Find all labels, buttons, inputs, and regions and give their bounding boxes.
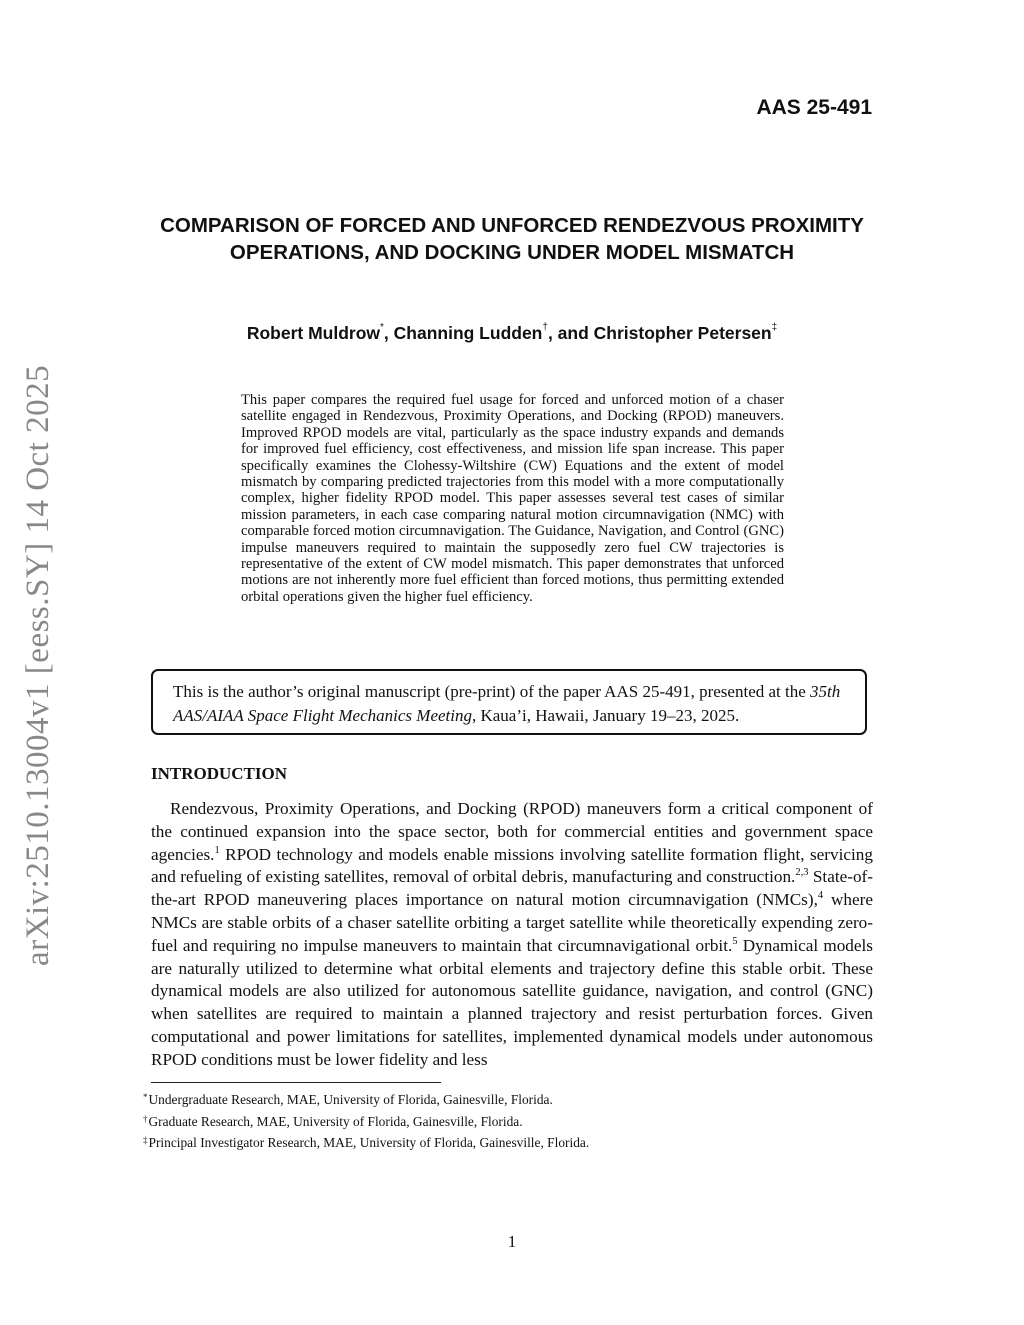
preprint-notice-box (151, 669, 867, 735)
arxiv-identifier-stamp: arXiv:2510.13004v1 [eess.SY] 14 Oct 2025 (20, 364, 56, 966)
conference-name: 35th AAS/AIAA Space Flight Mechanics Meeting (173, 682, 841, 725)
author-name: Channing Ludden (393, 323, 543, 343)
author-footnote-mark: ‡ (771, 322, 778, 333)
introduction-paragraph (151, 798, 873, 1072)
page-number: 1 (507, 1232, 517, 1251)
author-name: Robert Muldrow (246, 323, 380, 343)
paper-number: AAS 25-491 (756, 96, 872, 119)
abstract: This paper compares the required fuel usage for forced and unforced motion of a chaser satellite engaged in Rendezvous, Proximity Operations, and Docking (RPOD) maneuvers. Improved RPOD models are vital, particularly as the space industry expands and demands for improved fuel efficiency, cost effectiveness, and mission life span increase. This paper specifically examines the Clohessy-Wiltshire (CW) Equations and the extent of model mismatch by comparing predicted trajectories from this model with a more computationally complex, higher fidelity RPOD model. This paper assesses several test cases of similar mission parameters, in each case comparing natural motion circumnavigation (NMC) with comparable forced motion circumnavigation. The Guidance, Navigation, and Control (GNC) impulse maneuvers required to maintain the supposedly zero fuel CW trajectories is representative of the extent of CW model mismatch. This paper demonstrates that unforced motions are not inherently more fuel efficient than forced motions, thus permitting extended orbital operations given the higher fuel efficiency. (241, 392, 784, 605)
footnote-text: Graduate Research, MAE, University of Florida, Gainesville, Florida. (148, 1113, 523, 1129)
author-list (160, 322, 864, 344)
paper-title: COMPARISON OF FORCED AND UNFORCED RENDEZVOUS PROXIMITY OPERATIONS, AND DOCKING UNDER MODEL MISMATCH (160, 214, 864, 264)
footnote-text: Undergraduate Research, MAE, University of Florida, Gainesville, Florida. (148, 1092, 553, 1107)
paragraph-text: Dynamical models are naturally utilized to determine what orbital elements and trajectory define this stable orbit. These dynamical models are also utilized for autonomous satellite guidance, navigation, and control (GNC) when satellites are required to maintain a planned trajectory and resist perturbation forces. Given computational and power limitations for satellites, implemented dynamical models under autonomous RPOD conditions must be lower fidelity and less (151, 935, 873, 1069)
citation-ref[interactable]: 4 (817, 890, 824, 902)
footnote-divider (151, 1082, 441, 1083)
paragraph-text: where NMCs are stable orbits of a chaser satellite orbiting a target satellite while theoretically expending zero-fuel and requiring no impulse maneuvers to maintain that circumnavigational orbit. (151, 890, 873, 955)
section-heading-introduction: INTRODUCTION (151, 764, 288, 783)
footnote (143, 1131, 873, 1153)
citation-ref[interactable]: 2,3 (795, 867, 809, 879)
author-separator: , (383, 323, 394, 343)
paragraph-text: Rendezvous, Proximity Operations, and Docking (RPOD) maneuvers form a critical component of the continued expansion into the space sector, both for commercial entities and government space agencies. (151, 799, 873, 864)
preprint-note-text: , Kaua’i, Hawaii, January 19–23, 2025. (471, 706, 740, 725)
preprint-note-text: This is the author’s original manuscript (pre-print) of the paper AAS 25-491, presented at the (173, 682, 811, 701)
author-name: Christopher Petersen (593, 323, 772, 343)
paragraph-text: State-of-the-art RPOD maneuvering places importance on natural motion circumnavigation (NMCs), (151, 867, 873, 910)
paragraph-text: RPOD technology and models enable missions involving satellite formation flight, servicing and refueling of existing satellites, removal of orbital debris, manufacturing and construction. (151, 844, 873, 887)
footnote (143, 1088, 873, 1110)
footnote (143, 1110, 873, 1132)
footnotes (143, 1088, 873, 1153)
author-separator: , and (547, 323, 594, 343)
footnote-text: Principal Investigator Research, MAE, University of Florida, Gainesville, Florida. (148, 1135, 590, 1150)
author-footnote-mark: * (380, 322, 384, 333)
footnote-mark: * (143, 1092, 148, 1102)
author-footnote-mark: † (542, 322, 548, 333)
footnote-mark: ‡ (143, 1135, 148, 1145)
citation-ref[interactable]: 1 (214, 844, 220, 856)
footnote-mark: † (143, 1113, 148, 1124)
citation-ref[interactable]: 5 (732, 935, 738, 947)
